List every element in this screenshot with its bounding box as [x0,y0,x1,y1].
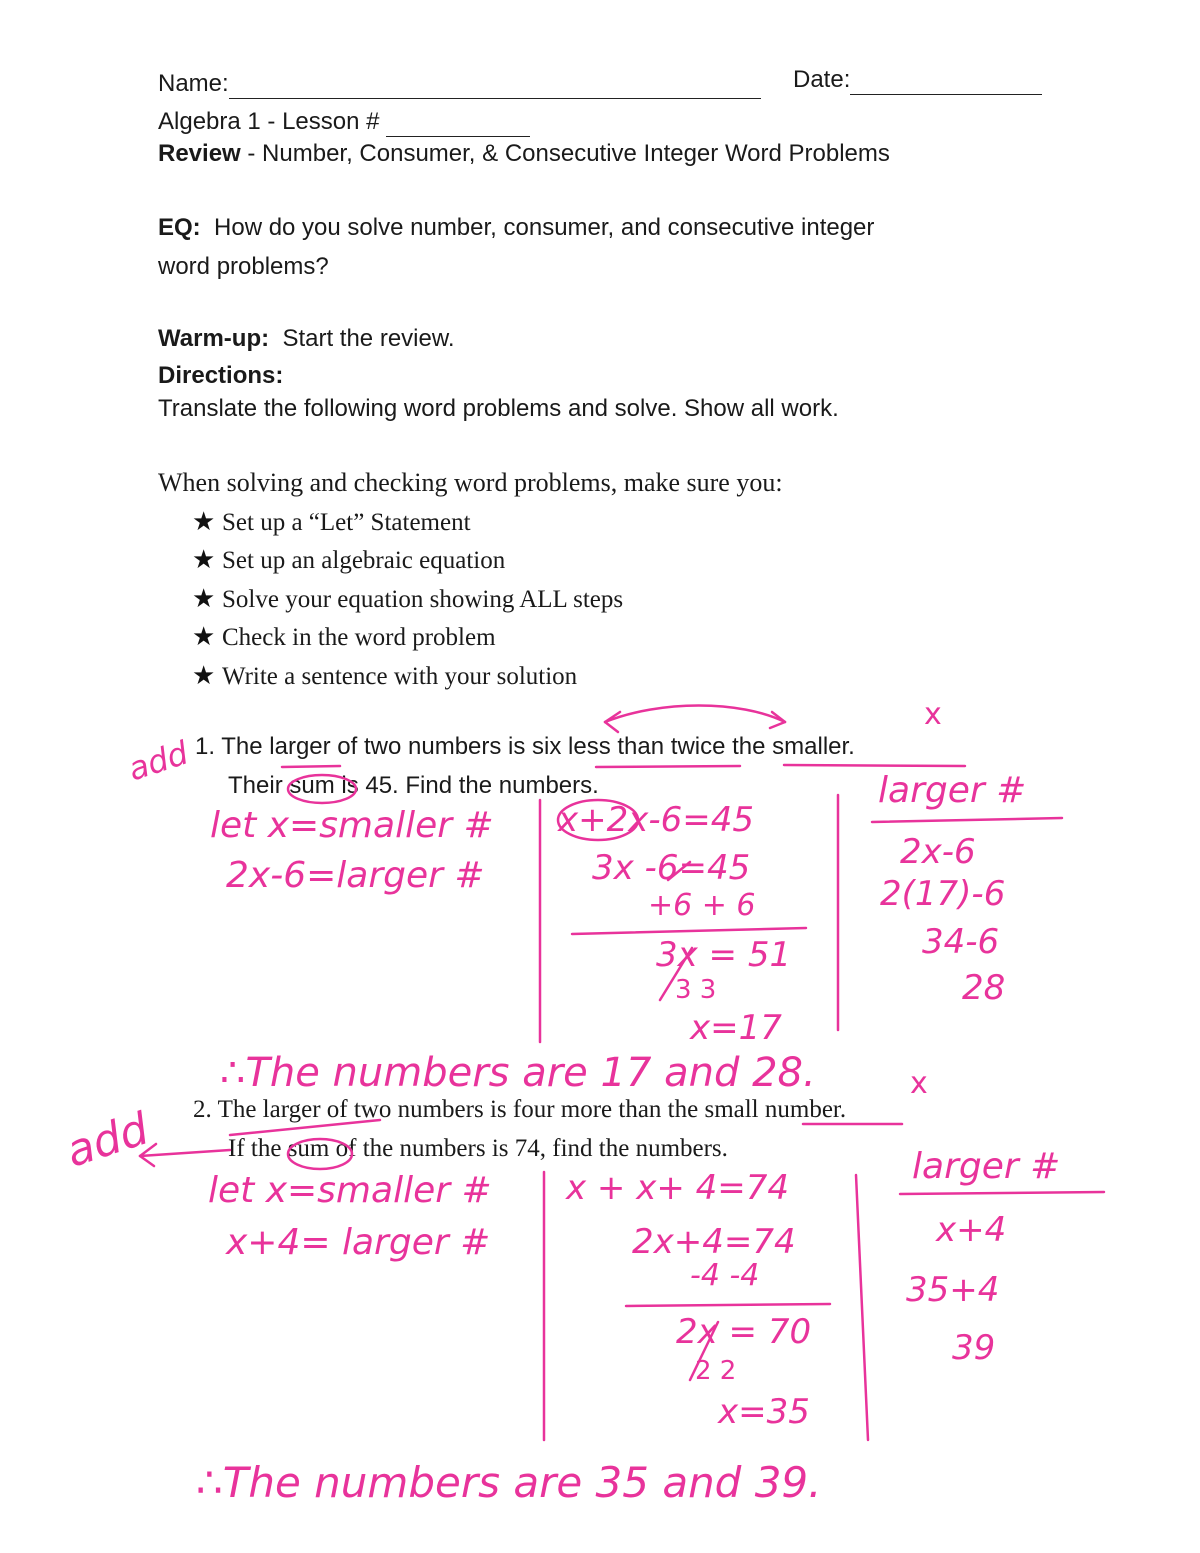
checklist-item-text: Check in the word problem [222,624,496,651]
p1-underline-twice-smaller [784,765,965,766]
name-line [158,70,761,99]
name-blank [229,70,761,99]
p1-conclusion: ∴The numbers are 17 and 28. [220,1050,816,1096]
problem1-line2: Their sum is 45. Find the numbers. [228,772,599,799]
checklist-item [192,661,577,691]
p2-eq-5: 2 2 [695,1356,737,1386]
p2-let-1: let x=smaller # [208,1170,492,1211]
name-label: Name: [158,70,229,97]
p1-check-3: 34-6 [922,922,1000,962]
lesson-line [158,108,530,137]
problem1-line1 [195,733,855,761]
date-line [793,66,1042,95]
problem2-number: 2. [193,1096,212,1123]
p2-margin-note: add [60,1103,155,1178]
directions-label: Directions: [158,362,284,389]
lesson-blank [386,108,530,137]
directions-text: Translate the following word problems and solve. Show all work. [158,395,839,422]
checklist-item-text: Set up a “Let” Statement [222,509,471,536]
p1-eq-1: x+2x-6=45 [558,800,755,840]
p1-eq-5: 3 3 [675,975,717,1005]
problem2-text-1: The larger of two numbers is four more than the small number. [217,1096,847,1123]
p2-let-2: x+4= larger # [226,1222,491,1263]
review-title [158,140,890,168]
p2-eq-1: x + x+ 4=74 [566,1168,790,1208]
star-icon: ★ [192,507,216,536]
eq-text-1: How do you solve number, consumer, and consecutive integer [214,214,875,241]
p2-cross-mark: x [910,1066,928,1101]
p1-check-1: 2x-6 [900,832,976,872]
problem1-number: 1. [195,733,216,760]
p1-arrow-right-head [770,712,785,728]
checklist-item [192,622,496,652]
checklist-intro: When solving and checking word problems, make sure you: [158,468,783,497]
problem1-text-1: The larger of two numbers is six less than twice the smaller. [221,733,855,760]
date-label: Date: [793,66,851,93]
checklist-item-text: Set up an algebraic equation [222,547,506,574]
p1-eq-2: 3x -6=45 [592,848,751,888]
p2-conclusion: ∴The numbers are 35 and 39. [196,1458,822,1507]
problem2-line1 [193,1096,846,1124]
p2-divider-2 [856,1175,868,1440]
lesson-label: Algebra 1 - Lesson # [158,108,380,135]
p1-check-title: larger # [878,770,1027,811]
p2-check-2: 35+4 [906,1270,1000,1310]
p1-eq-6: x=17 [690,1008,782,1048]
checklist-item [192,507,471,537]
p1-underline-six-less-than [596,766,740,767]
p1-check-2: 2(17)-6 [880,874,1006,914]
warmup-line [158,325,455,353]
eq-line-2: word problems? [158,253,329,280]
eq-line-1 [158,214,874,242]
star-icon: ★ [192,545,216,574]
p1-work-rule [572,928,806,934]
checklist-item-text: Solve your equation showing ALL steps [222,586,624,613]
eq-bold: EQ: [158,214,201,241]
p2-check-rule [900,1192,1104,1194]
warmup-rest: Start the review. [282,325,455,352]
p1-eq-3: +6 + 6 [648,888,756,923]
p2-check-title: larger # [912,1146,1061,1187]
p2-work-rule [626,1304,830,1306]
review-bold: Review [158,140,241,167]
review-rest: - Number, Consumer, & Consecutive Integer Word Problems [240,140,890,167]
problem2-line2: If the sum of the numbers is 74, find the numbers. [228,1135,728,1162]
p1-let-2: 2x-6=larger # [226,855,485,896]
p2-eq-4: 2x = 70 [676,1312,812,1352]
p2-eq-3: -4 -4 [690,1258,760,1293]
p2-check-1: x+4 [936,1210,1007,1250]
checklist-item [192,545,505,575]
p1-margin-note: add [123,733,193,789]
p1-underline-larger [282,766,340,767]
star-icon: ★ [192,622,216,651]
star-icon: ★ [192,584,216,613]
p2-eq-6: x=35 [718,1392,810,1432]
p1-eq-4: 3x = 51 [656,935,792,975]
p2-check-3: 39 [952,1328,996,1368]
p2-eq-2: 2x+4=74 [632,1222,796,1262]
p1-arrow-left-head [605,712,620,732]
warmup-bold: Warm-up: [158,325,270,352]
checklist-item [192,584,623,614]
p1-swap-arrow [605,706,785,723]
star-icon: ★ [192,661,216,690]
checklist-item-text: Write a sentence with your solution [222,663,578,690]
p1-let-1: let x=smaller # [210,805,494,846]
p1-check-rule [872,818,1062,822]
date-blank [850,66,1042,95]
p1-cross-mark: x [924,697,942,732]
p1-check-4: 28 [962,968,1006,1008]
